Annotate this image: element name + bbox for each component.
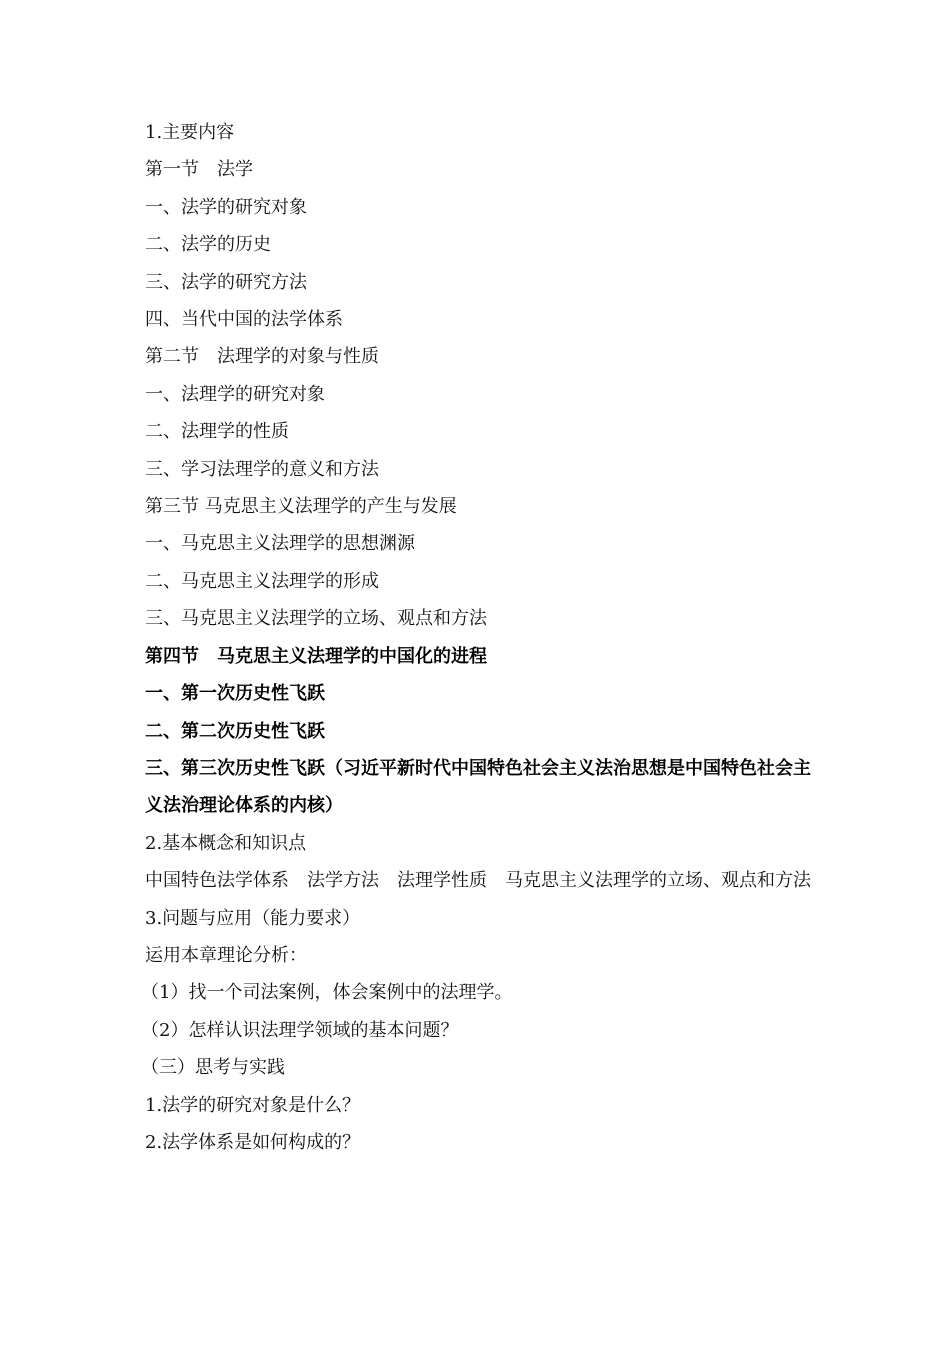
heading-main-content: 1.主要内容 bbox=[145, 122, 235, 143]
question-item: （1）找一个司法案例，体会案例中的法理学。 bbox=[141, 982, 513, 1004]
section-2-title: 第二节 法理学的对象与性质 bbox=[145, 346, 379, 368]
section-3-title: 第三节 马克思主义法理学的产生与发展 bbox=[145, 496, 457, 518]
question-item: （2）怎样认识法理学领域的基本问题？ bbox=[141, 1019, 459, 1041]
list-item: 二、第二次历史性飞跃 bbox=[145, 720, 325, 742]
list-item: 一、马克思主义法理学的思想渊源 bbox=[145, 533, 415, 555]
list-item: 一、第一次历史性飞跃 bbox=[145, 683, 325, 705]
question-item: 1.法学的研究对象是什么？ bbox=[145, 1094, 361, 1116]
section-1-title: 第一节 法学 bbox=[145, 159, 253, 181]
document-page bbox=[141, 114, 825, 1161]
list-item: 三、学习法理学的意义和方法 bbox=[145, 458, 379, 480]
analysis-intro: 运用本章理论分析： bbox=[145, 944, 307, 966]
list-item-third-leap: 三、第三次历史性飞跃（习近平新时代中国特色社会主义法治思想是中国特色社会主义法治理论体系的内核） bbox=[145, 757, 811, 817]
list-item: 二、法理学的性质 bbox=[145, 421, 289, 443]
heading-basic-concepts: 2.基本概念和知识点 bbox=[145, 832, 307, 854]
list-item: 二、马克思主义法理学的形成 bbox=[145, 570, 379, 592]
list-item: 一、法理学的研究对象 bbox=[145, 383, 325, 405]
list-item: 三、法学的研究方法 bbox=[145, 271, 307, 293]
heading-questions-application: 3.问题与应用（能力要求） bbox=[145, 907, 361, 929]
list-item: 一、法学的研究对象 bbox=[145, 196, 307, 218]
concept-list: 中国特色法学体系 法学方法 法理学性质 马克思主义法理学的立场、观点和方法 bbox=[145, 870, 811, 892]
list-item: 三、马克思主义法理学的立场、观点和方法 bbox=[145, 608, 487, 630]
question-item: 2.法学体系是如何构成的？ bbox=[145, 1131, 361, 1153]
section-4-title: 第四节 马克思主义法理学的中国化的进程 bbox=[145, 645, 487, 667]
list-item: 四、当代中国的法学体系 bbox=[145, 309, 343, 331]
heading-thinking-practice: （三）思考与实践 bbox=[141, 1057, 285, 1079]
list-item: 二、法学的历史 bbox=[145, 234, 271, 256]
